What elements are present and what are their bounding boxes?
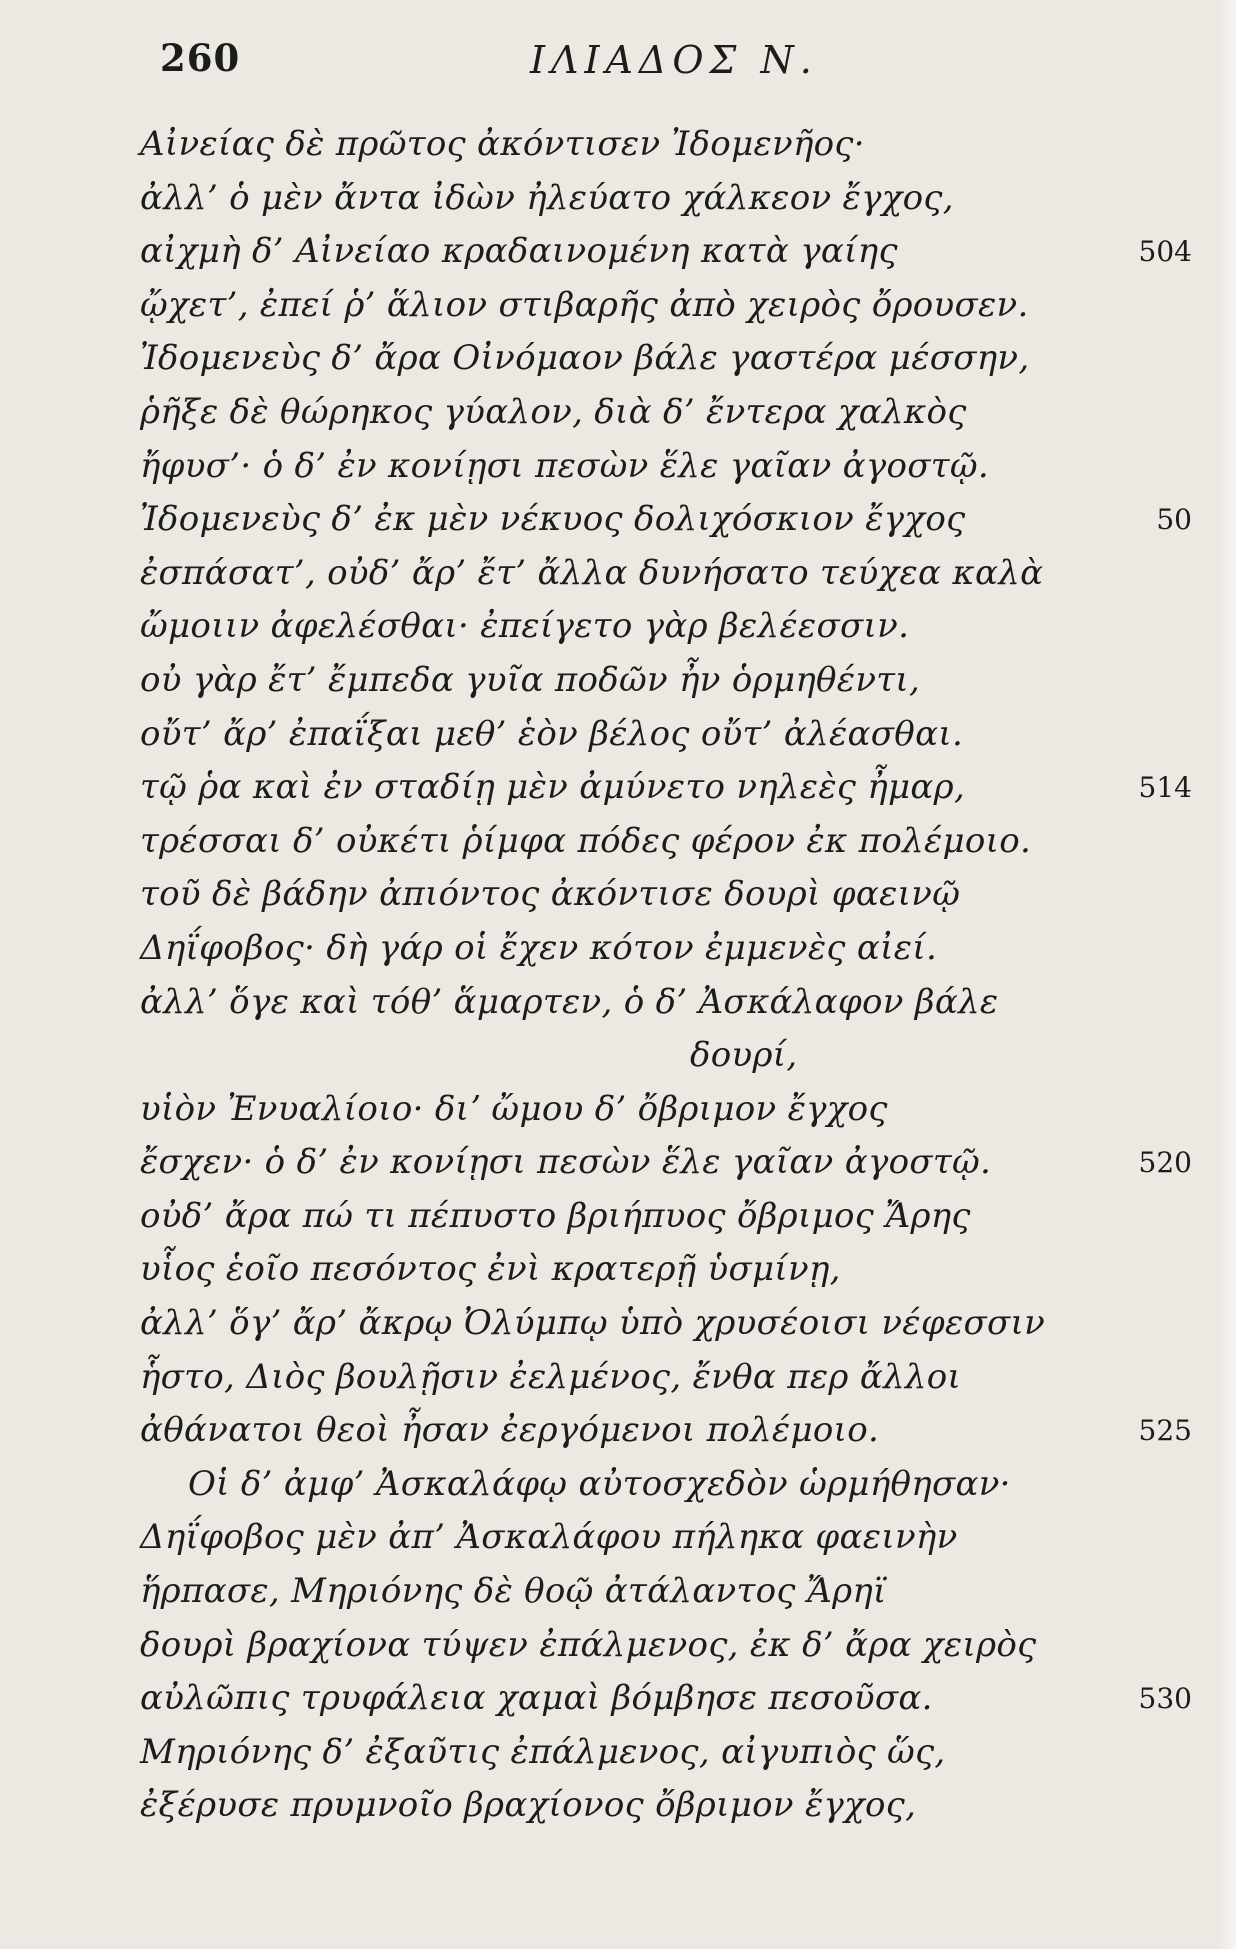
verse-line [140,1565,1200,1619]
verse-text: ἀλλ’ ὅγε καὶ τόθ’ ἅμαρτεν, ὁ δ’ Ἀσκάλαφον βάλε [140,981,999,1022]
verse-line [140,1726,1200,1780]
verse-text: ἀλλ’ ὅγ’ ἄρ’ ἄκρῳ Ὀλύμπῳ ὑπὸ χρυσέοισι νέφεσσιν [140,1303,1046,1344]
verse-text: Ἰδομενεὺς δ’ ἄρα Οἰνόμαον βάλε γαστέρα μέσσην, [140,338,1030,379]
page-number: 260 [160,36,241,80]
verse-line [140,1458,1200,1512]
verse-line [140,1404,1200,1458]
verse-text: υἱὸν Ἐνυαλίοιο· διʼ ὤμου δ’ ὄβριμον ἔγχος [140,1088,888,1129]
verse-text: ὤμοιιν ἀφελέσθαι· ἐπείγετο γὰρ βελέεσσιν. [140,606,910,647]
verse-text: Δηΐφοβος· δὴ γάρ οἱ ἔχεν κότον ἐμμενὲς αἰεί. [140,927,938,968]
verse-text: ἧστο, Διὸς βουλῇσιν ἐελμένος, ἔνθα περ ἄλλοι [140,1356,962,1397]
verse-text: ἤφυσ’· ὁ δ’ ἐν κονίῃσι πεσὼν ἕλε γαῖαν ἀγοστῷ. [140,445,990,486]
verse-line [140,1029,1200,1083]
verse-line [140,332,1200,386]
verse-text: Οἱ δ’ ἀμφ’ Ἀσκαλάφῳ αὐτοσχεδὸν ὡρμήθησαν· [188,1463,1011,1504]
verse-line [140,1083,1200,1137]
verse-line [140,118,1200,172]
verse-line [140,761,1200,815]
verse-line [140,922,1200,976]
verse-text: υἷος ἑοῖο πεσόντος ἐνὶ κρατερῇ ὑσμίνῃ, [140,1249,841,1290]
verse-text: ᾤχετ’, ἐπεί ῥ’ ἅλιον στιβαρῆς ἀπὸ χειρὸς ὄρουσεν. [140,284,1029,325]
verse-line [140,600,1200,654]
verse-text: οὔτ’ ἄρ’ ἐπαΐξαι μεθ’ ἑὸν βέλος οὔτ’ ἀλέασθαι. [140,713,964,754]
verse-line [140,868,1200,922]
verse-text: ἐσπάσατ’, οὐδ’ ἄρ’ ἔτ’ ἄλλα δυνήσατο τεύχεα καλὰ [140,552,1044,593]
verse-line [140,1243,1200,1297]
verse-line [140,1190,1200,1244]
verse-text: αὐλῶπις τρυφάλεια χαμαὶ βόμβησε πεσοῦσα. [140,1678,933,1719]
verse-block [140,118,1200,1833]
line-number: 525 [1138,1414,1192,1448]
verse-text: ἔσχεν· ὁ δ’ ἐν κονίῃσι πεσὼν ἕλε γαῖαν ἀγοστῷ. [140,1142,992,1183]
verse-text: οὐ γὰρ ἔτ’ ἔμπεδα γυῖα ποδῶν ἦν ὁρμηθέντι, [140,659,921,700]
line-number: 50 [1156,503,1192,537]
page-edge [1218,0,1236,1949]
verse-line [140,1672,1200,1726]
line-number: 514 [1138,771,1192,805]
verse-line [140,654,1200,708]
verse-line [140,1779,1200,1833]
verse-line [140,386,1200,440]
verse-text: ῥῆξε δὲ θώρηκος γύαλον, διὰ δ’ ἔντερα χαλκὸς [140,391,967,432]
line-number: 504 [1138,235,1192,269]
verse-text: ἀθάνατοι θεοὶ ἦσαν ἐεργόμενοι πολέμοιο. [140,1410,880,1451]
page-header [160,36,1160,96]
verse-line [140,1619,1200,1673]
verse-line [140,279,1200,333]
verse-line [140,172,1200,226]
verse-line [140,1136,1200,1190]
verse-text: οὐδ’ ἄρα πώ τι πέπυστο βριήπυος ὄβριμος Ἄρης [140,1195,971,1236]
verse-line [140,225,1200,279]
verse-line [140,547,1200,601]
verse-text: δουρί, [690,1035,798,1076]
verse-text: ἥρπασε, Μηριόνης δὲ θοῷ ἀτάλαντος Ἄρηϊ [140,1571,887,1612]
verse-text: τρέσσαι δ’ οὐκέτι ῥίμφα πόδες φέρον ἐκ πολέμοιο. [140,820,1032,861]
verse-text: ἐξέρυσε πρυμνοῖο βραχίονος ὄβριμον ἔγχος, [140,1785,917,1826]
verse-line [140,493,1200,547]
verse-text: τοῦ δὲ βάδην ἀπιόντος ἀκόντισε δουρὶ φαεινῷ [140,874,961,915]
verse-text: Μηριόνης δ’ ἐξαῦτις ἐπάλμενος, αἰγυπιὸς ὥς, [140,1731,946,1772]
verse-line [140,1297,1200,1351]
verse-line [140,976,1200,1030]
verse-line [140,440,1200,494]
verse-text: δουρὶ βραχίονα τύψεν ἐπάλμενος, ἐκ δ’ ἄρα χειρὸς [140,1624,1037,1665]
verse-line [140,708,1200,762]
verse-line [140,1511,1200,1565]
verse-text: τῷ ῥα καὶ ἐν σταδίῃ μὲν ἀμύνετο νηλεὲς ἦμαρ, [140,767,966,808]
verse-text: Αἰνείας δὲ πρῶτος ἀκόντισεν Ἰδομενῆος· [140,124,865,164]
verse-text: αἰχμὴ δ’ Αἰνείαο κραδαινομένη κατὰ γαίης [140,231,898,272]
verse-line [140,1351,1200,1405]
verse-text: Δηΐφοβος μὲν ἀπ’ Ἀσκαλάφου πήληκα φαεινὴν [140,1517,958,1558]
line-number: 520 [1138,1146,1192,1180]
line-number: 530 [1138,1682,1192,1716]
verse-text: Ἰδομενεὺς δ’ ἐκ μὲν νέκυος δολιχόσκιον ἔγχος [140,499,966,540]
verse-line [140,815,1200,869]
verse-text: ἀλλ’ ὁ μὲν ἄντα ἰδὼν ἠλεύατο χάλκεον ἔγχος, [140,177,954,218]
running-title: ΙΛΙΑΔΟΣ Ν. [530,38,818,82]
